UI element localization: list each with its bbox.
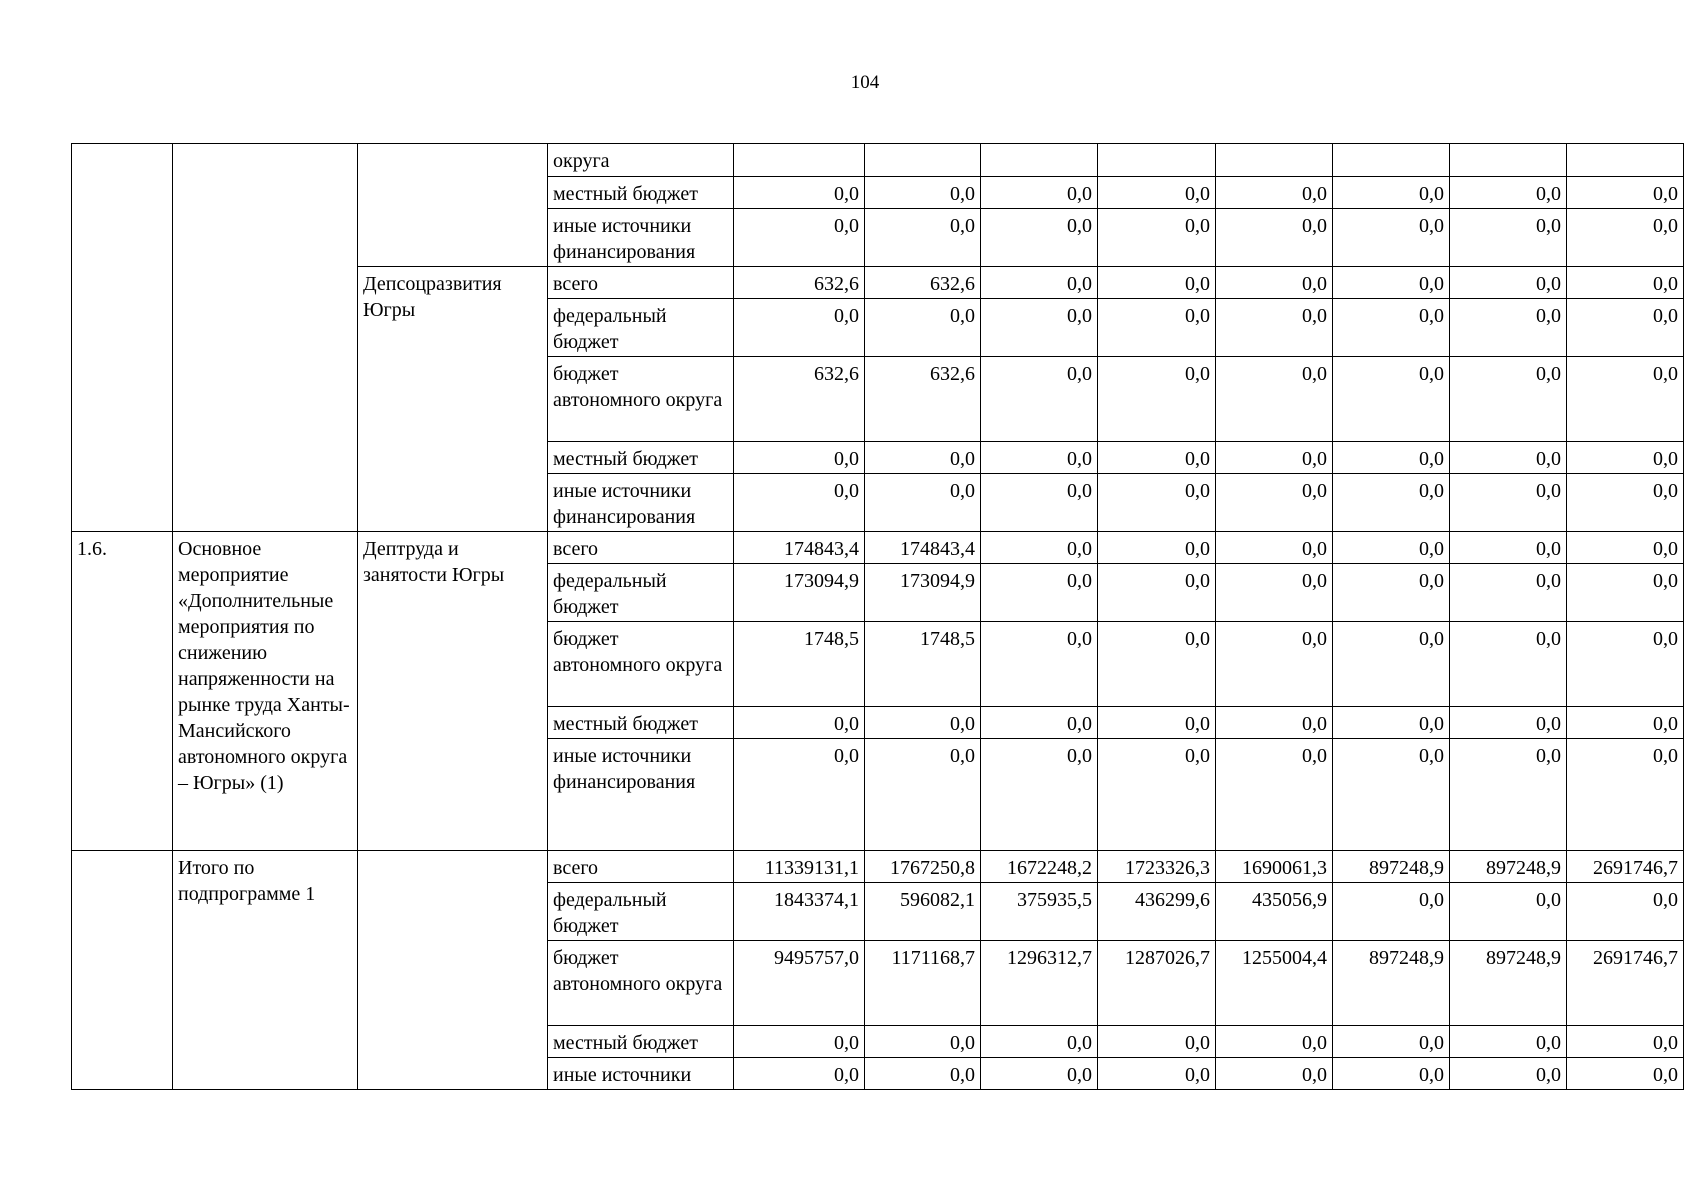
amount-cell: 0,0	[1333, 177, 1450, 209]
amount-cell: 897248,9	[1333, 941, 1450, 1026]
amount-cell	[981, 144, 1098, 177]
executor-cell	[358, 144, 548, 267]
amount-cell: 0,0	[734, 177, 865, 209]
funding-source-cell: иные источники финансирования	[548, 209, 734, 267]
amount-cell: 0,0	[1098, 739, 1216, 851]
amount-cell	[865, 144, 981, 177]
event-cell: Итого по подпрограмме 1	[173, 851, 358, 1090]
funding-source-cell: иные источники финансирования	[548, 739, 734, 851]
amount-cell: 0,0	[734, 1058, 865, 1090]
amount-cell: 0,0	[1567, 1058, 1684, 1090]
amount-cell: 0,0	[1216, 707, 1333, 739]
amount-cell: 435056,9	[1216, 883, 1333, 941]
table-row	[72, 851, 1684, 883]
amount-cell: 0,0	[1567, 622, 1684, 707]
amount-cell: 0,0	[1333, 474, 1450, 532]
amount-cell: 0,0	[981, 707, 1098, 739]
amount-cell: 0,0	[1333, 357, 1450, 442]
amount-cell: 0,0	[1098, 622, 1216, 707]
item-number-cell	[72, 851, 173, 1090]
amount-cell: 0,0	[734, 474, 865, 532]
amount-cell: 1767250,8	[865, 851, 981, 883]
item-number-cell: 1.6.	[72, 532, 173, 851]
amount-cell: 0,0	[1333, 622, 1450, 707]
amount-cell: 0,0	[1098, 177, 1216, 209]
amount-cell: 0,0	[1098, 707, 1216, 739]
amount-cell: 0,0	[981, 442, 1098, 474]
amount-cell: 1748,5	[865, 622, 981, 707]
amount-cell: 0,0	[1216, 209, 1333, 267]
amount-cell: 0,0	[1450, 1058, 1567, 1090]
amount-cell: 0,0	[734, 442, 865, 474]
amount-cell: 0,0	[865, 442, 981, 474]
amount-cell: 0,0	[1216, 1026, 1333, 1058]
funding-source-cell: местный бюджет	[548, 1026, 734, 1058]
amount-cell: 173094,9	[734, 564, 865, 622]
amount-cell: 632,6	[734, 357, 865, 442]
amount-cell: 0,0	[1216, 1058, 1333, 1090]
funding-source-cell: федеральный бюджет	[548, 564, 734, 622]
amount-cell: 0,0	[734, 209, 865, 267]
funding-source-cell: федеральный бюджет	[548, 883, 734, 941]
amount-cell: 11339131,1	[734, 851, 865, 883]
amount-cell: 632,6	[734, 267, 865, 299]
executor-cell: Дептруда и занятости Югры	[358, 532, 548, 851]
amount-cell: 0,0	[734, 707, 865, 739]
amount-cell	[1567, 144, 1684, 177]
amount-cell: 0,0	[1450, 1026, 1567, 1058]
amount-cell: 0,0	[1450, 622, 1567, 707]
amount-cell: 0,0	[1450, 209, 1567, 267]
amount-cell: 0,0	[981, 532, 1098, 564]
amount-cell: 0,0	[1216, 177, 1333, 209]
amount-cell: 1748,5	[734, 622, 865, 707]
executor-cell	[358, 851, 548, 1090]
event-cell	[173, 144, 358, 532]
amount-cell: 0,0	[1216, 474, 1333, 532]
amount-cell: 0,0	[1098, 1026, 1216, 1058]
table-row	[72, 532, 1684, 564]
amount-cell: 0,0	[1098, 442, 1216, 474]
funding-source-cell: местный бюджет	[548, 707, 734, 739]
amount-cell: 0,0	[734, 299, 865, 357]
amount-cell: 632,6	[865, 357, 981, 442]
amount-cell: 0,0	[1567, 1026, 1684, 1058]
amount-cell: 2691746,7	[1567, 941, 1684, 1026]
amount-cell: 0,0	[1567, 209, 1684, 267]
amount-cell: 897248,9	[1450, 851, 1567, 883]
amount-cell: 1843374,1	[734, 883, 865, 941]
amount-cell: 0,0	[1450, 299, 1567, 357]
amount-cell: 1672248,2	[981, 851, 1098, 883]
amount-cell: 0,0	[981, 474, 1098, 532]
funding-source-cell: местный бюджет	[548, 177, 734, 209]
amount-cell: 0,0	[1216, 622, 1333, 707]
amount-cell: 0,0	[1567, 564, 1684, 622]
amount-cell: 1296312,7	[981, 941, 1098, 1026]
amount-cell: 0,0	[1567, 177, 1684, 209]
amount-cell: 0,0	[865, 707, 981, 739]
amount-cell: 0,0	[1567, 739, 1684, 851]
amount-cell	[1450, 144, 1567, 177]
amount-cell: 0,0	[1450, 707, 1567, 739]
amount-cell: 0,0	[1098, 209, 1216, 267]
amount-cell: 0,0	[1098, 474, 1216, 532]
amount-cell: 0,0	[1216, 564, 1333, 622]
amount-cell: 0,0	[1333, 532, 1450, 564]
amount-cell: 0,0	[1216, 267, 1333, 299]
amount-cell: 174843,4	[734, 532, 865, 564]
amount-cell: 0,0	[734, 739, 865, 851]
amount-cell: 1171168,7	[865, 941, 981, 1026]
amount-cell: 436299,6	[1098, 883, 1216, 941]
funding-source-cell: иные источники	[548, 1058, 734, 1090]
amount-cell: 0,0	[1567, 532, 1684, 564]
item-number-cell	[72, 144, 173, 532]
amount-cell: 632,6	[865, 267, 981, 299]
amount-cell: 0,0	[1333, 739, 1450, 851]
amount-cell: 0,0	[865, 299, 981, 357]
amount-cell: 0,0	[865, 209, 981, 267]
amount-cell: 0,0	[1450, 474, 1567, 532]
amount-cell: 0,0	[1216, 357, 1333, 442]
funding-source-cell: округа	[548, 144, 734, 177]
amount-cell: 0,0	[981, 177, 1098, 209]
amount-cell: 9495757,0	[734, 941, 865, 1026]
amount-cell: 0,0	[1567, 299, 1684, 357]
amount-cell: 1690061,3	[1216, 851, 1333, 883]
amount-cell: 0,0	[1098, 532, 1216, 564]
amount-cell: 0,0	[865, 1058, 981, 1090]
amount-cell: 0,0	[1098, 564, 1216, 622]
amount-cell: 0,0	[1567, 267, 1684, 299]
amount-cell: 0,0	[1450, 357, 1567, 442]
amount-cell: 0,0	[981, 357, 1098, 442]
amount-cell	[1333, 144, 1450, 177]
amount-cell: 174843,4	[865, 532, 981, 564]
amount-cell: 0,0	[981, 564, 1098, 622]
amount-cell: 0,0	[981, 299, 1098, 357]
event-cell: Основное мероприятие «Дополнительные мероприятия по снижению напряженности на рынке труда Ханты-Мансийского автономного округа – Югры» (1)	[173, 532, 358, 851]
amount-cell	[1216, 144, 1333, 177]
amount-cell: 0,0	[1567, 442, 1684, 474]
amount-cell: 0,0	[1333, 1026, 1450, 1058]
amount-cell: 0,0	[1567, 474, 1684, 532]
amount-cell: 0,0	[1450, 267, 1567, 299]
amount-cell: 897248,9	[1450, 941, 1567, 1026]
amount-cell: 0,0	[1098, 357, 1216, 442]
amount-cell: 0,0	[1216, 532, 1333, 564]
amount-cell: 0,0	[1450, 739, 1567, 851]
amount-cell: 0,0	[1098, 267, 1216, 299]
amount-cell: 0,0	[981, 209, 1098, 267]
amount-cell	[734, 144, 865, 177]
amount-cell: 0,0	[865, 177, 981, 209]
amount-cell: 0,0	[734, 1026, 865, 1058]
amount-cell: 0,0	[1333, 564, 1450, 622]
executor-cell: Депсоцразвития Югры	[358, 267, 548, 532]
table-row	[72, 144, 1684, 177]
amount-cell: 1255004,4	[1216, 941, 1333, 1026]
amount-cell: 0,0	[1333, 299, 1450, 357]
budget-table	[71, 143, 1684, 1090]
amount-cell: 0,0	[1216, 299, 1333, 357]
amount-cell: 0,0	[1098, 1058, 1216, 1090]
funding-source-cell: местный бюджет	[548, 442, 734, 474]
amount-cell: 0,0	[865, 474, 981, 532]
amount-cell: 0,0	[1567, 357, 1684, 442]
page-number: 104	[850, 72, 880, 93]
amount-cell: 173094,9	[865, 564, 981, 622]
amount-cell: 0,0	[1450, 177, 1567, 209]
amount-cell: 375935,5	[981, 883, 1098, 941]
amount-cell: 0,0	[1333, 883, 1450, 941]
amount-cell: 0,0	[981, 739, 1098, 851]
amount-cell: 1723326,3	[1098, 851, 1216, 883]
funding-source-cell: бюджет автономного округа	[548, 622, 734, 707]
amount-cell: 0,0	[1567, 883, 1684, 941]
amount-cell: 897248,9	[1333, 851, 1450, 883]
amount-cell: 0,0	[1098, 299, 1216, 357]
amount-cell: 0,0	[1216, 442, 1333, 474]
amount-cell: 0,0	[981, 267, 1098, 299]
funding-source-cell: иные источники финансирования	[548, 474, 734, 532]
amount-cell: 1287026,7	[1098, 941, 1216, 1026]
amount-cell: 0,0	[865, 1026, 981, 1058]
funding-source-cell: федеральный бюджет	[548, 299, 734, 357]
amount-cell: 0,0	[1333, 442, 1450, 474]
amount-cell: 0,0	[981, 622, 1098, 707]
amount-cell: 0,0	[1333, 707, 1450, 739]
amount-cell: 0,0	[1450, 442, 1567, 474]
amount-cell: 596082,1	[865, 883, 981, 941]
amount-cell: 0,0	[1450, 564, 1567, 622]
amount-cell: 0,0	[981, 1058, 1098, 1090]
funding-source-cell: бюджет автономного округа	[548, 941, 734, 1026]
funding-source-cell: всего	[548, 267, 734, 299]
amount-cell: 0,0	[865, 739, 981, 851]
amount-cell: 0,0	[1333, 267, 1450, 299]
amount-cell: 0,0	[1450, 532, 1567, 564]
funding-source-cell: бюджет автономного округа	[548, 357, 734, 442]
funding-source-cell: всего	[548, 532, 734, 564]
amount-cell: 0,0	[1333, 1058, 1450, 1090]
amount-cell: 2691746,7	[1567, 851, 1684, 883]
funding-source-cell: всего	[548, 851, 734, 883]
amount-cell: 0,0	[1567, 707, 1684, 739]
amount-cell	[1098, 144, 1216, 177]
amount-cell: 0,0	[1450, 883, 1567, 941]
amount-cell: 0,0	[981, 1026, 1098, 1058]
amount-cell: 0,0	[1216, 739, 1333, 851]
amount-cell: 0,0	[1333, 209, 1450, 267]
